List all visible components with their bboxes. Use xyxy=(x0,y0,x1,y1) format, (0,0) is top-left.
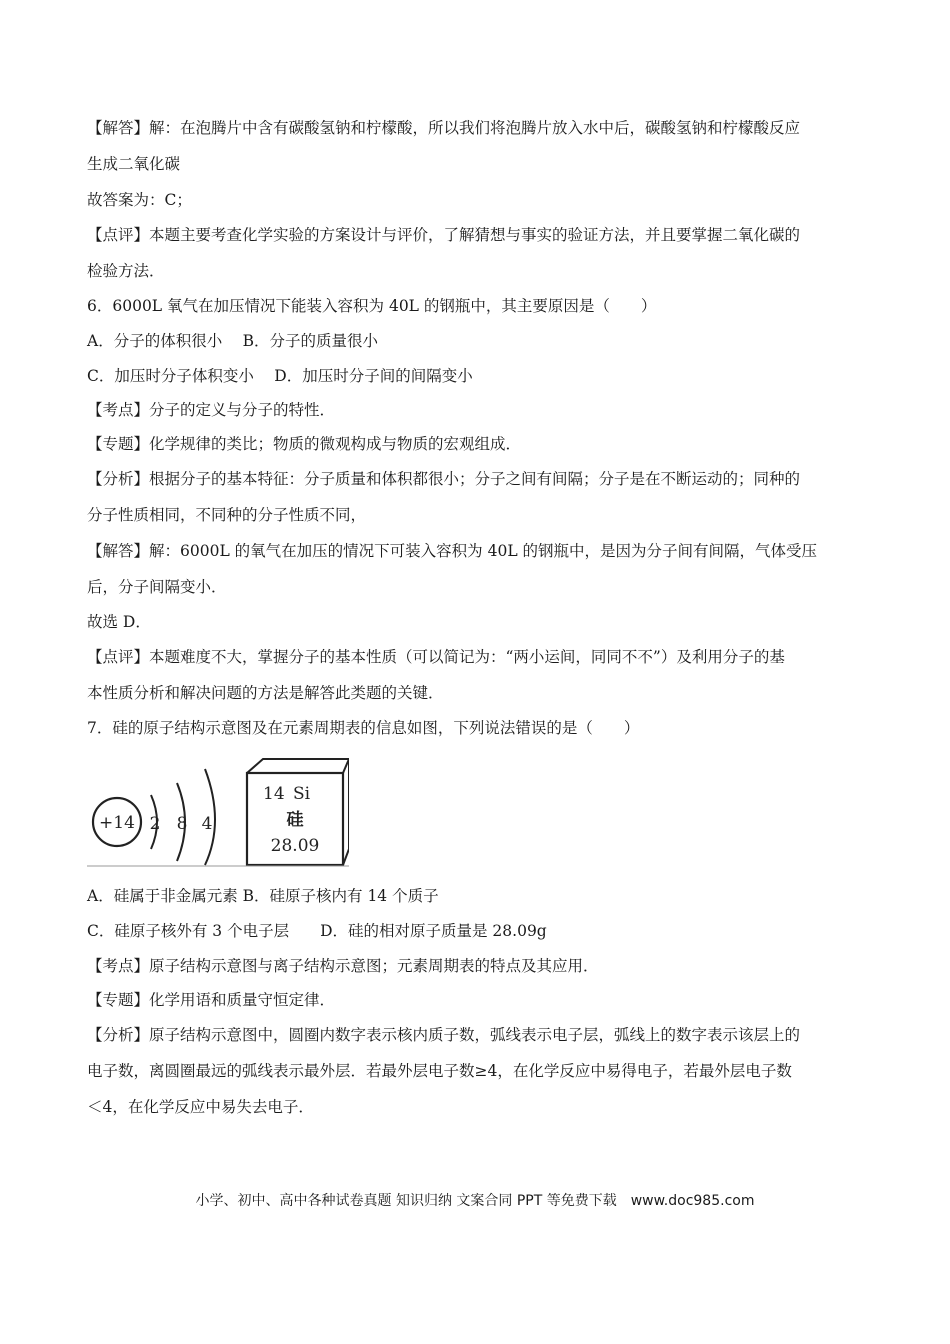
q6-answer-line-2: 后，分子间隔变小． xyxy=(87,578,227,596)
q7-topic: 【专题】化学用语和质量守恒定律． xyxy=(87,991,336,1009)
question-6: 6．6000L 氧气在加压情况下能装入容积为 40L 的钢瓶中，其主要原因是（ ） xyxy=(87,297,657,315)
q7-analysis-line-1: 【分析】原子结构示意图中，圆圈内数字表示核内质子数，弧线表示电子层，弧线上的数字表示该层上的 xyxy=(87,1026,801,1044)
q7-knowledge-point: 【考点】原子结构示意图与离子结构示意图；元素周期表的特点及其应用． xyxy=(87,957,599,975)
q7-options-cd: C．硅原子核外有 3 个电子层 D．硅的相对原子质量是 28.09g xyxy=(87,922,547,940)
q6-choice: 故选 D． xyxy=(87,613,151,631)
comment-line-2: 检验方法． xyxy=(87,262,165,280)
silicon-atom-figure xyxy=(87,755,349,867)
q6-analysis-line-1: 【分析】根据分子的基本特征：分子质量和体积都很小；分子之间有间隔；分子是在不断运动的；同种的 xyxy=(87,470,801,488)
shell-electrons-3: 4 xyxy=(201,814,213,834)
q6-knowledge-point: 【考点】分子的定义与分子的特性． xyxy=(87,401,336,419)
q6-options-cd: C．加压时分子体积变小 D．加压时分子间的间隔变小 xyxy=(87,367,473,385)
answer-line-1: 【解答】解：在泡腾片中含有碳酸氢钠和柠檬酸，所以我们将泡腾片放入水中后，碳酸氢钠和柠檬酸反应 xyxy=(87,119,801,137)
q6-topic: 【专题】化学规律的类比；物质的微观构成与物质的宏观组成． xyxy=(87,435,522,453)
nucleus-label: +14 xyxy=(99,813,135,833)
element-symbol: Si xyxy=(293,784,311,804)
q7-analysis-line-2: 电子数，离圆圈最远的弧线表示最外层．若最外层电子数≥4，在化学反应中易得电子，若最外层电子数 xyxy=(87,1062,792,1080)
comment-line-1: 【点评】本题主要考查化学实验的方案设计与评价，了解猜想与事实的验证方法，并且要掌握二氧化碳的 xyxy=(87,226,801,244)
q6-analysis-line-2: 分子性质相同，不同种的分子性质不同， xyxy=(87,506,367,524)
q6-answer-line-1: 【解答】解：6000L 的氧气在加压的情况下可装入容积为 40L 的钢瓶中，是因为分子间有间隔，气体受压 xyxy=(87,542,818,560)
element-number: 14 xyxy=(263,784,285,804)
element-name: 硅 xyxy=(286,810,304,830)
element-mass: 28.09 xyxy=(270,836,320,856)
q6-comment-line-1: 【点评】本题难度不大，掌握分子的基本性质（可以简记为：“两小运间，同同不不”）及利用分子的基 xyxy=(87,648,785,666)
answer-conclusion: 故答案为：C； xyxy=(87,191,192,209)
q7-analysis-line-3: ＜4，在化学反应中易失去电子． xyxy=(87,1098,314,1116)
page-footer: 小学、初中、高中各种试卷真题 知识归纳 文案合同 PPT 等免费下载 www.doc985.com xyxy=(195,1193,755,1209)
shell-electrons-1: 2 xyxy=(149,814,161,834)
shell-electrons-2: 8 xyxy=(176,814,188,834)
q7-options-ab: A．硅属于非金属元素 B．硅原子核内有 14 个质子 xyxy=(87,887,439,905)
q6-comment-line-2: 本性质分析和解决问题的方法是解答此类题的关键． xyxy=(87,684,444,702)
answer-line-2: 生成二氧化碳 xyxy=(87,155,181,173)
question-7: 7．硅的原子结构示意图及在元素周期表的信息如图，下列说法错误的是（ ） xyxy=(87,719,640,737)
q6-options-ab: A．分子的体积很小 B．分子的质量很小 xyxy=(87,332,379,350)
